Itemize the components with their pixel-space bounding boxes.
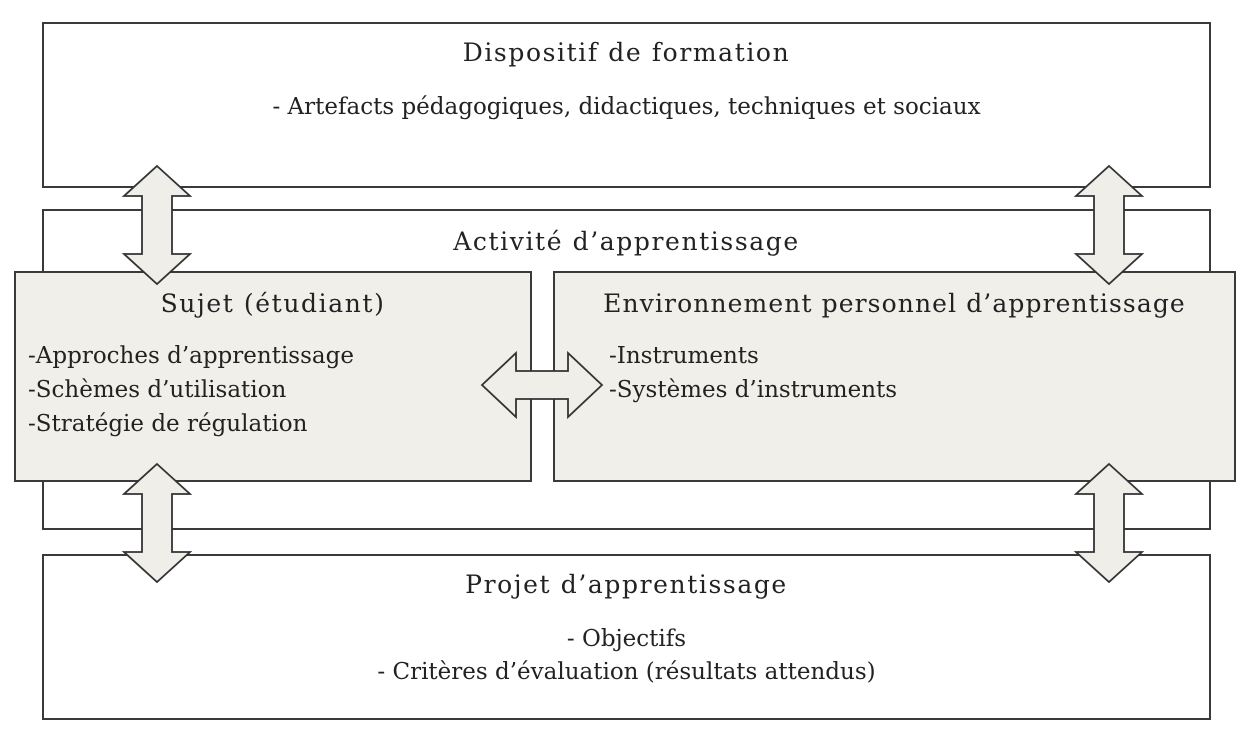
- environnement-personnel-box: [553, 271, 1236, 482]
- dispositif-title: Dispositif de formation: [462, 38, 791, 67]
- projet-apprentissage-box: [42, 554, 1211, 720]
- projet-title: Projet d’apprentissage: [465, 570, 788, 599]
- dispositif-item: - Artefacts pédagogiques, didactiques, techniques et sociaux: [272, 94, 981, 120]
- environnement-item-instruments: -Instruments: [609, 343, 759, 369]
- sujet-item-strategie: -Stratégie de régulation: [28, 411, 308, 437]
- environnement-item-systemes: -Systèmes d’instruments: [609, 377, 898, 403]
- sujet-etudiant-box: [14, 271, 532, 482]
- projet-item-criteres: - Critères d’évaluation (résultats attendus): [377, 659, 876, 685]
- dispositif-de-formation-box: [42, 22, 1211, 188]
- sujet-title: Sujet (étudiant): [160, 289, 386, 318]
- sujet-item-schemes: -Schèmes d’utilisation: [28, 377, 287, 403]
- projet-item-objectifs: - Objectifs: [566, 626, 687, 652]
- environnement-title: Environnement personnel d’apprentissage: [603, 289, 1186, 318]
- activite-title: Activité d’apprentissage: [453, 227, 800, 256]
- sujet-item-approches: -Approches d’apprentissage: [28, 343, 354, 369]
